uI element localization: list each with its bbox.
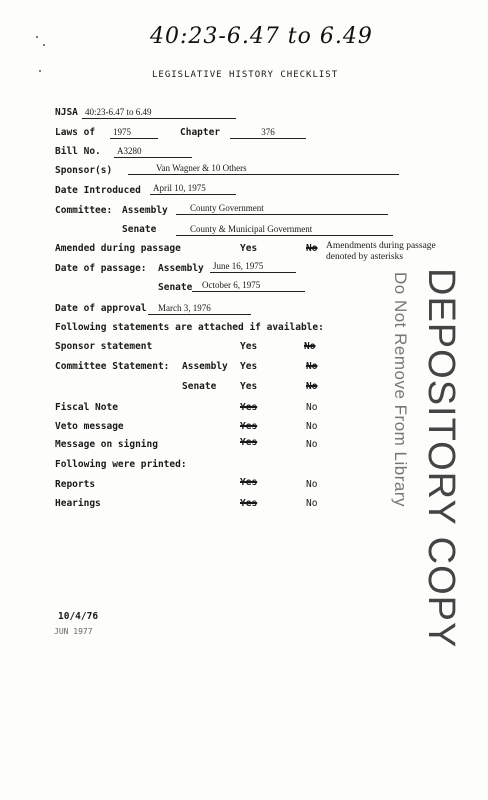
njsa-label: NJSA bbox=[55, 107, 78, 118]
hearings-label: Hearings bbox=[55, 498, 101, 509]
bill-label: Bill No. bbox=[55, 146, 101, 157]
committee-label: Committee: bbox=[55, 205, 113, 216]
message-on-signing-yes: Yes bbox=[240, 437, 258, 448]
sponsor-statement-no: No bbox=[304, 341, 316, 352]
committee-statement-assembly-no: No bbox=[306, 361, 318, 372]
fiscal-note-yes: Yes bbox=[240, 402, 258, 413]
amended-label: Amended during passage bbox=[55, 243, 181, 254]
committee-assembly-label: Assembly bbox=[122, 205, 168, 216]
veto-message-no: No bbox=[306, 421, 318, 432]
depository-copy-stamp: DEPOSITORY COPY bbox=[420, 268, 462, 649]
message-on-signing-no: No bbox=[306, 439, 318, 450]
speck bbox=[39, 70, 41, 72]
statements-heading: Following statements are attached if available: bbox=[55, 322, 324, 333]
printed-heading: Following were printed: bbox=[55, 459, 187, 470]
amended-yes: Yes bbox=[240, 243, 258, 254]
hearings-no: No bbox=[306, 498, 318, 509]
approval-label: Date of approval bbox=[55, 303, 147, 314]
committee-statement-senate-label: Senate bbox=[182, 381, 217, 392]
amended-no: No bbox=[306, 243, 318, 254]
committee-statement-assembly-yes: Yes bbox=[240, 361, 258, 372]
footer-date: 10/4/76 bbox=[58, 611, 99, 622]
committee-statement-assembly-label: Assembly bbox=[182, 361, 228, 372]
reports-label: Reports bbox=[55, 479, 96, 490]
passage-assembly-label: Assembly bbox=[158, 263, 204, 274]
fiscal-note-no: No bbox=[306, 402, 318, 413]
committee-senate-value: County & Municipal Government bbox=[176, 224, 393, 236]
passage-senate-label: Senate bbox=[158, 282, 193, 293]
laws-label: Laws of bbox=[55, 127, 96, 138]
passage-senate-value: October 6, 1975 bbox=[192, 280, 305, 292]
sponsor-statement-label: Sponsor statement bbox=[55, 341, 153, 352]
chapter-value: 376 bbox=[230, 127, 306, 139]
speck bbox=[36, 36, 38, 38]
njsa-value: 40:23-6.47 to 6.49 bbox=[82, 107, 236, 119]
sponsors-label: Sponsor(s) bbox=[55, 165, 113, 176]
veto-message-yes: Yes bbox=[240, 421, 258, 432]
date-introduced-value: April 10, 1975 bbox=[150, 183, 236, 195]
committee-assembly-value: County Government bbox=[176, 203, 388, 215]
checklist-heading: LEGISLATIVE HISTORY CHECKLIST bbox=[152, 70, 339, 80]
passage-assembly-value: June 16, 1975 bbox=[210, 261, 296, 273]
reports-no: No bbox=[306, 479, 318, 490]
footer-scribble: JUN 1977 bbox=[54, 627, 93, 636]
sponsors-value: Van Wagner & 10 Others bbox=[128, 163, 399, 175]
committee-senate-label: Senate bbox=[122, 224, 157, 235]
bill-value: A3280 bbox=[114, 146, 192, 158]
chapter-label: Chapter bbox=[180, 127, 221, 138]
amendments-note: Amendments during passage denoted by asterisks bbox=[326, 241, 436, 262]
veto-message-label: Veto message bbox=[55, 421, 124, 432]
passage-label: Date of passage: bbox=[55, 263, 147, 274]
committee-statement-label: Committee Statement: bbox=[55, 361, 170, 372]
date-introduced-label: Date Introduced bbox=[55, 185, 141, 196]
hearings-yes: Yes bbox=[240, 498, 258, 509]
do-not-remove-stamp: Do Not Remove From Library bbox=[391, 272, 410, 508]
committee-statement-senate-no: No bbox=[306, 381, 318, 392]
approval-value: March 3, 1976 bbox=[148, 303, 251, 315]
speck bbox=[43, 44, 45, 46]
committee-statement-senate-yes: Yes bbox=[240, 381, 258, 392]
fiscal-note-label: Fiscal Note bbox=[55, 402, 118, 413]
message-on-signing-label: Message on signing bbox=[55, 439, 158, 450]
sponsor-statement-yes: Yes bbox=[240, 341, 258, 352]
laws-year: 1975 bbox=[110, 127, 158, 139]
reports-yes: Yes bbox=[240, 477, 258, 488]
handwritten-statute-title: 40:23-6.47 to 6.49 bbox=[150, 24, 373, 49]
